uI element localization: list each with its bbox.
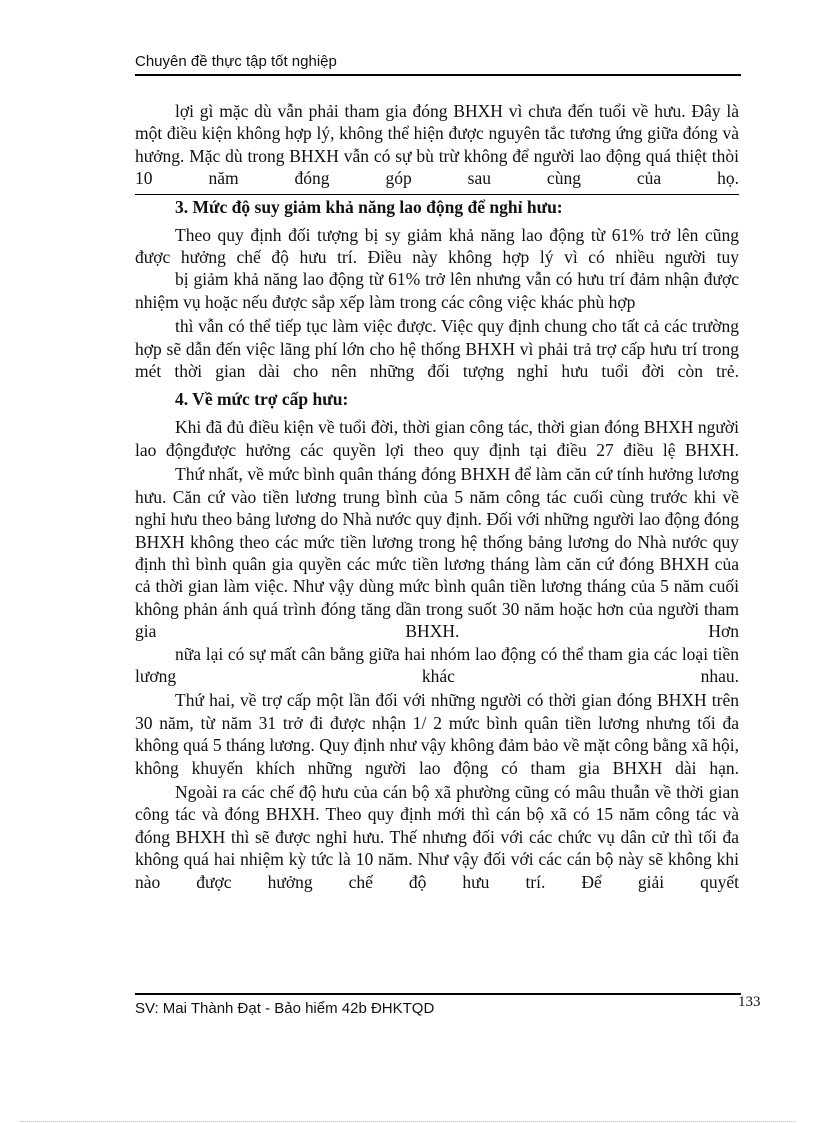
paragraph-1: lợi gì mặc dù vẫn phải tham gia đóng BHXH vì chưa đến tuổi về hưu. Đây là một điều kiện không hợp lý, không thể hiện được nguyên tắc tương ứng giữa đóng và hưởng. Mặc dù trong BHXH vẫn có sự bù trừ không để người lao động quá thiệt thòi 10 năm đóng góp sau cùng của họ. xyxy=(135,101,739,189)
paragraph-6: Thứ nhất, về mức bình quân tháng đóng BHXH để làm căn cứ tính hưởng lương hưu. Căn cứ vào tiền lương trung bình của 5 năm công tác cuối cùng trước khi về nghỉ hưu theo bảng lương do Nhà nước quy định. Đối với những người lao động đóng BHXH không theo các mức tiền lương trong hệ thống bảng lương do Nhà nước quy định thì bình quân gia quyền các mức tiền lương tháng làm căn cứ đóng BHXH của cả thời gian làm việc. Như vậy dùng mức bình quân tiền lương tháng của 5 năm cuối không phản ánh quá trình đóng tăng dần trong suốt 30 năm hoặc hơn của người tham gia BHXH. Hơn xyxy=(135,464,739,642)
paragraph-2: Theo quy định đối tượng bị sy giảm khả năng lao động từ 61% trở lên cũng được hưởng chế độ hưu trí. Điều này không hợp lý vì có nhiều người tuy xyxy=(135,224,739,268)
section-heading-3: 3. Mức độ suy giảm khả năng lao động để nghỉ hưu: xyxy=(175,196,563,217)
paragraph-3: bị giảm khả năng lao động từ 61% trở lên nhưng vẫn có hưu trí đảm nhận được nhiệm vụ hoặc nếu được sắp xếp làm trong các công việc khác phù hợp xyxy=(135,269,739,312)
paragraph-8: Thứ hai, về trợ cấp một lần đối với những người có thời gian đóng BHXH trên 30 năm, từ năm 31 trở đi được nhận 1/ 2 mức bình quân tiền lương nhưng tối đa không quá 5 tháng lương. Quy định như vậy không đảm bảo về mặt công bằng xã hội, không khuyến khích những người lao động có tham gia BHXH dài hạn. xyxy=(135,690,739,778)
page-header xyxy=(135,52,741,76)
paragraph-7: nữa lại có sự mất cân bằng giữa hai nhóm lao động có thể tham gia các loại tiền lương khác nhau. xyxy=(135,643,739,686)
footer-author: SV: Mai Thành Đạt - Bảo hiểm 42b ĐHKTQD xyxy=(135,1000,435,1017)
page-edge-divider xyxy=(20,1121,796,1122)
paragraph-4: thì vẫn có thể tiếp tục làm việc được. Việc quy định chung cho tất cả các trường hợp sẽ dẫn đến việc lãng phí lớn cho hệ thống BHXH vì phải trả trợ cấp hưu trí trong mét thời gian dài cho nên những đối tượng nghỉ hưu tuổi đời còn trẻ. xyxy=(135,316,739,382)
paragraph-9: Ngoài ra các chế độ hưu của cán bộ xã phường cũng có mâu thuẫn về thời gian công tác và đóng BHXH. Theo quy định mới thì cán bộ xã có 15 năm công tác và đóng BHXH thì sẽ được nghỉ hưu. Thế nhưng đối với các chức vụ dân cử thì tối đa không quá hai nhiệm kỳ tức là 10 năm. Như vậy đối với các cán bộ này sẽ không khi nào được hưởng chế độ hưu trí. Để giải quyết xyxy=(135,781,739,892)
section-heading-4: 4. Về mức trợ cấp hưu: xyxy=(175,389,349,410)
header-title: Chuyên đề thực tập tốt nghiệp xyxy=(135,53,337,70)
page-number: 133 xyxy=(738,994,761,1010)
page-footer xyxy=(135,993,741,1019)
paragraph-5: Khi đã đủ điều kiện về tuổi đời, thời gian công tác, thời gian đóng BHXH người lao độngđược hưởng các quyền lợi theo quy định tại điều 27 điều lệ BHXH. xyxy=(135,417,739,460)
document-body xyxy=(135,100,739,893)
